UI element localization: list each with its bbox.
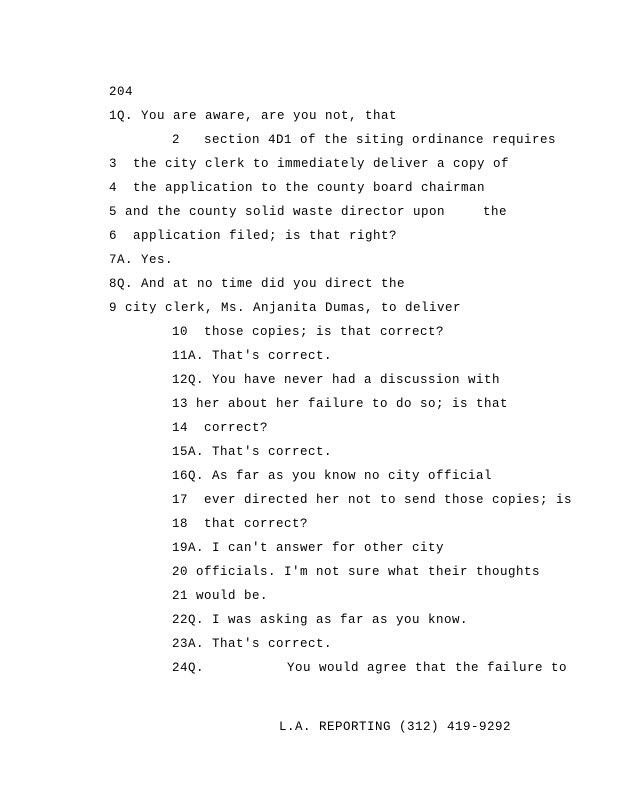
transcript-line-22: 22Q. I was asking as far as you know.: [172, 613, 469, 627]
transcript-line-15: 15A. That's correct.: [172, 445, 333, 459]
transcript-line-2: 2 section 4D1 of the siting ordinance requires: [172, 133, 557, 147]
transcript-line-18: 18 that correct?: [172, 517, 309, 531]
transcript-line-20: 20 officials. I'm not sure what their thoughts: [172, 565, 541, 579]
transcript-line-3: 3 the city clerk to immediately deliver a copy of: [109, 157, 510, 171]
page-number: 204: [109, 85, 134, 99]
transcript-line-10: 10 those copies; is that correct?: [172, 325, 445, 339]
transcript-line-12: 12Q. You have never had a discussion with: [172, 373, 501, 387]
transcript-line-5-trailing-word: the: [483, 205, 508, 219]
transcript-line-13: 13 her about her failure to do so; is that: [172, 397, 509, 411]
transcript-line-17: 17 ever directed her not to send those copies; is: [172, 493, 573, 507]
transcript-line-23: 23A. That's correct.: [172, 637, 333, 651]
transcript-line-11: 11A. That's correct.: [172, 349, 333, 363]
transcript-line-5: 5 and the county solid waste director upon: [109, 205, 446, 219]
transcript-line-8: 8Q. And at no time did you direct the: [109, 277, 406, 291]
transcript-line-14: 14 correct?: [172, 421, 269, 435]
transcript-line-24-number: 24Q.: [172, 661, 205, 675]
transcript-line-1: 1Q. You are aware, are you not, that: [109, 109, 398, 123]
transcript-line-24-text: You would agree that the failure to: [287, 661, 568, 675]
transcript-line-7: 7A. Yes.: [109, 253, 174, 267]
page-footer: L.A. REPORTING (312) 419-9292: [279, 720, 512, 734]
transcript-line-6: 6 application filed; is that right?: [109, 229, 398, 243]
transcript-line-9: 9 city clerk, Ms. Anjanita Dumas, to deliver: [109, 301, 462, 315]
transcript-line-21: 21 would be.: [172, 589, 269, 603]
transcript-line-16: 16Q. As far as you know no city official: [172, 469, 493, 483]
transcript-line-19: 19A. I can't answer for other city: [172, 541, 445, 555]
transcript-line-4: 4 the application to the county board chairman: [109, 181, 486, 195]
